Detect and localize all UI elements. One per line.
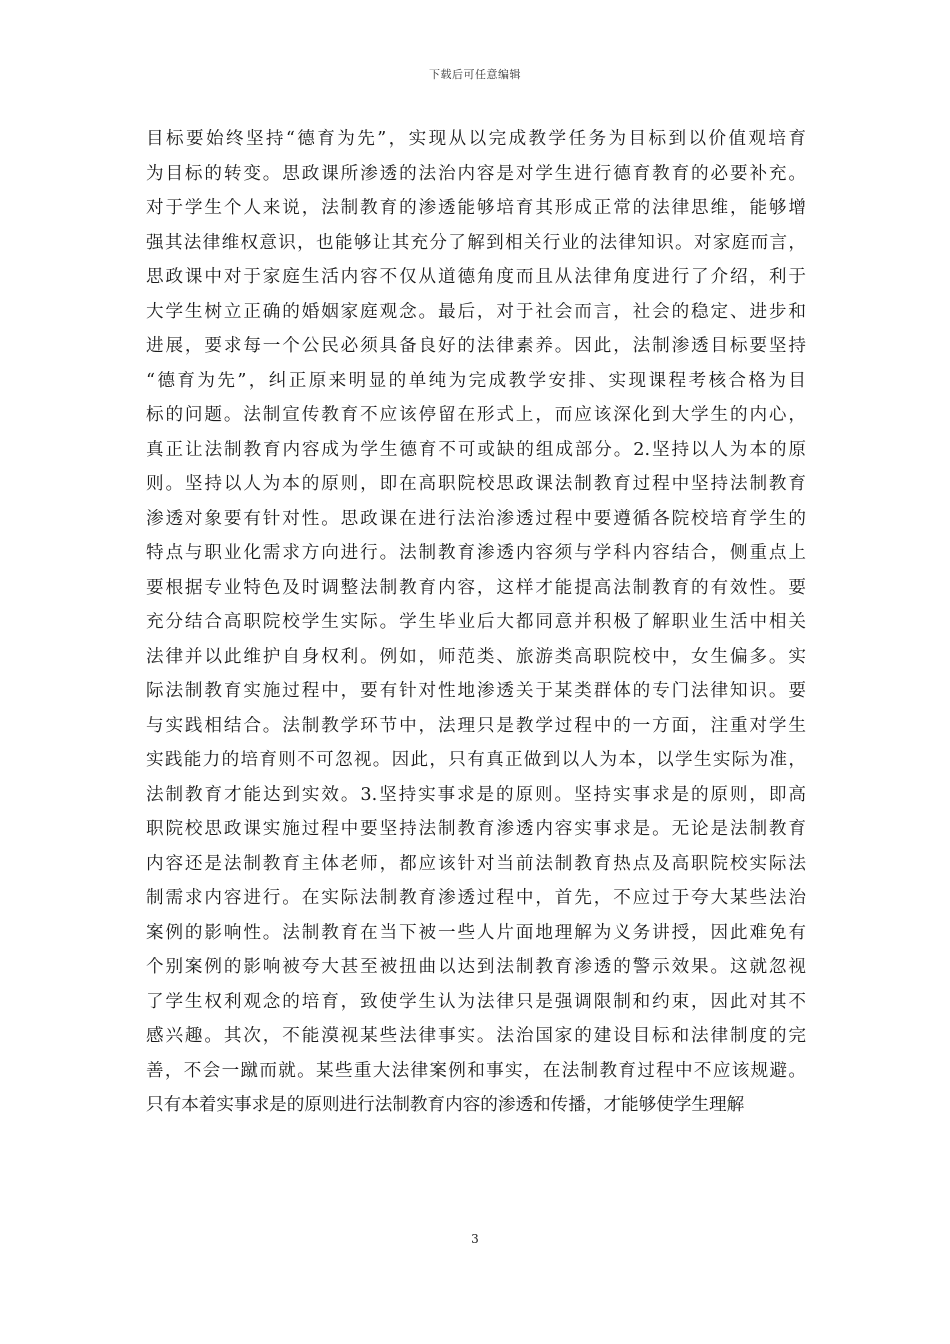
text-line: 大学生树立正确的婚姻家庭观念。最后，对于社会而言，社会的稳定、进步和 bbox=[146, 301, 806, 322]
text-line: 职院校思政课实施过程中要坚持法制教育渗透内容实事求是。无论是法制教育 bbox=[146, 819, 806, 839]
text-line: 法制教育才能达到实效。3.坚持实事求是的原则。坚持实事求是的原则，即高 bbox=[146, 784, 806, 805]
page-number: 3 bbox=[471, 1232, 479, 1246]
text-line: 感兴趣。其次，不能漠视某些法律事实。法治国家的建设目标和法律制度的完 bbox=[146, 1026, 806, 1046]
text-line: 个别案例的影响被夸大甚至被扭曲以达到法制教育渗透的警示效果。这就忽视 bbox=[146, 957, 806, 977]
text-line: 强其法律维权意识，也能够让其充分了解到相关行业的法律知识。对家庭而言， bbox=[146, 232, 806, 253]
text-line: 了学生权利观念的培育，致使学生认为法律只是强调限制和约束，因此对其不 bbox=[146, 991, 806, 1012]
text-line: “德育为先”，纠正原来明显的单纯为完成教学安排、实现课程考核合格为目 bbox=[146, 370, 806, 391]
text-line: 为目标的转变。思政课所渗透的法治内容是对学生进行德育教育的必要补充。 bbox=[146, 163, 806, 184]
text-line: 特点与职业化需求方向进行。法制教育渗透内容须与学科内容结合，侧重点上 bbox=[146, 543, 806, 563]
text-line: 只有本着实事求是的原则进行法制教育内容的渗透和传播，才能够使学生理解 bbox=[146, 1095, 745, 1115]
text-line: 充分结合高职院校学生实际。学生毕业后大都同意并积极了解职业生活中相关 bbox=[146, 612, 806, 632]
text-line: 真正让法制教育内容成为学生德育不可或缺的组成部分。2.坚持以人为本的原 bbox=[146, 439, 806, 460]
text-line: 善，不会一蹴而就。某些重大法律案例和事实，在法制教育过程中不应该规避。 bbox=[146, 1060, 806, 1081]
text-line: 实践能力的培育则不可忽视。因此，只有真正做到以人为本，以学生实际为准， bbox=[146, 750, 806, 770]
text-line: 目标要始终坚持“德育为先”，实现从以完成教学任务为目标到以价值观培育 bbox=[146, 129, 806, 149]
text-line: 际法制教育实施过程中，要有针对性地渗透关于某类群体的专门法律知识。要 bbox=[146, 681, 806, 701]
text-line: 法律并以此维护自身权利。例如，师范类、旅游类高职院校中，女生偏多。实 bbox=[146, 646, 806, 667]
text-line: 案例的影响性。法制教育在当下被一些人片面地理解为义务讲授，因此难免有 bbox=[146, 922, 806, 943]
text-line: 制需求内容进行。在实际法制教育渗透过程中，首先，不应过于夸大某些法治 bbox=[146, 888, 806, 908]
page-header: 下载后可任意编辑 bbox=[429, 68, 521, 81]
text-line: 思政课中对于家庭生活内容不仅从道德角度而且从法律角度进行了介绍，利于 bbox=[146, 267, 806, 287]
text-line: 要根据专业特色及时调整法制教育内容，这样才能提高法制教育的有效性。要 bbox=[146, 577, 806, 598]
body-text bbox=[146, 122, 806, 1123]
text-line: 标的问题。法制宣传教育不应该停留在形式上，而应该深化到大学生的内心， bbox=[146, 405, 806, 425]
text-line: 对于学生个人来说，法制教育的渗透能够培育其形成正常的法律思维，能够增 bbox=[146, 198, 806, 218]
text-line: 渗透对象要有针对性。思政课在进行法治渗透过程中要遵循各院校培育学生的 bbox=[146, 508, 806, 529]
text-line: 与实践相结合。法制教学环节中，法理只是教学过程中的一方面，注重对学生 bbox=[146, 715, 806, 736]
text-line: 则。坚持以人为本的原则，即在高职院校思政课法制教育过程中坚持法制教育 bbox=[146, 474, 806, 494]
text-line: 内容还是法制教育主体老师，都应该针对当前法制教育热点及高职院校实际法 bbox=[146, 853, 806, 874]
text-line: 进展，要求每一个公民必须具备良好的法律素养。因此，法制渗透目标要坚持 bbox=[146, 336, 806, 356]
